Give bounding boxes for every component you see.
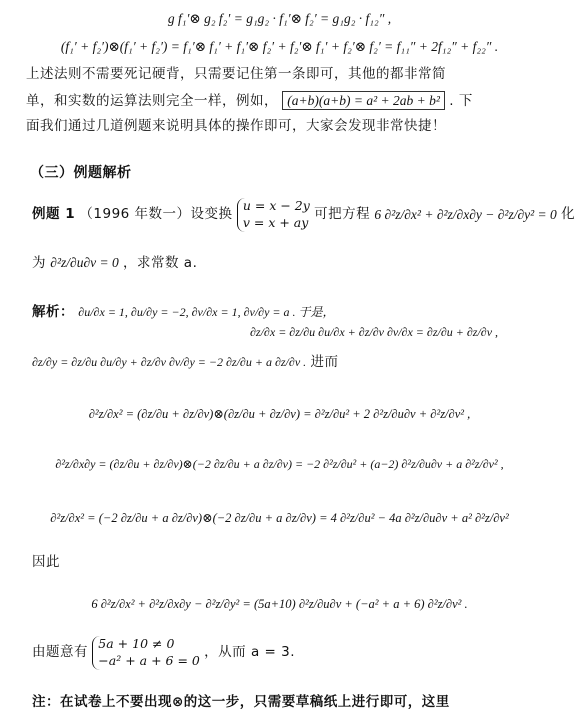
note-line: 注：在试卷上不要出现⊗的这一步，只需要草稿纸上进行即可，这里 <box>32 694 450 710</box>
example-1-statement <box>32 198 575 230</box>
example-1-label: 例题 1 <box>32 206 76 223</box>
condition-line <box>32 636 295 670</box>
chain-rule-y: ∂z/∂y = ∂z/∂u ∂u/∂y + ∂z/∂v ∂v/∂y = −2 ∂z/∂u + a ∂z/∂v . <box>32 355 307 369</box>
condition-post: ，从而 a = 3. <box>204 644 295 661</box>
second-derivative-xy: ∂²z/∂x∂y = (∂z/∂u + ∂z/∂v)⊗(−2 ∂z/∂u + a ∂z/∂v) = −2 ∂²z/∂u² + (a−2) ∂²z/∂u∂v + a ∂²z/∂v² , <box>55 457 504 471</box>
condition-2: −a² + a + 6 = 0 <box>98 652 200 668</box>
paragraph-line-3: 面我们通过几道例题来说明具体的操作即可，大家会发现非常快捷！ <box>26 118 446 134</box>
transformation-v: v = x + ay <box>242 214 309 230</box>
example-identity-formula: (a+b)(a+b) = a² + 2ab + b² <box>282 91 445 110</box>
therefore-label: 因此 <box>32 554 60 570</box>
example-1-end-text: 化 <box>561 206 575 223</box>
paragraph-line-1: 上述法则不需要死记硬背，只需要记住第一条即可，其他的都非常简 <box>26 66 446 82</box>
condition-system <box>92 636 200 670</box>
second-derivative-yy: ∂²z/∂x² = (−2 ∂z/∂u + a ∂z/∂v)⊗(−2 ∂z/∂u + a ∂z/∂v) = 4 ∂²z/∂u² − 4a ∂²z/∂u∂v + a² ∂²z/∂v² <box>50 511 509 525</box>
combined-equation: 6 ∂²z/∂x² + ∂²z/∂x∂y − ∂²z/∂y² = (5a+10) ∂²z/∂u∂v + (−a² + a + 6) ∂²z/∂v² . <box>91 597 468 611</box>
partial-derivatives: ∂u/∂x = 1, ∂u/∂y = −2, ∂v/∂x = 1, ∂v/∂y = a . 于是， <box>78 305 335 319</box>
example-1-mid-text: 可把方程 <box>314 206 371 223</box>
condition-pre: 由题意有 <box>32 644 88 661</box>
condition-1: 5a + 10 ≠ 0 <box>98 636 175 651</box>
target-equation: ∂²z/∂u∂v = 0 <box>50 255 119 270</box>
transformation-u: u = x − 2y <box>242 198 310 213</box>
paragraph-line-2 <box>26 94 473 109</box>
transformation-system <box>237 198 310 232</box>
example-1-line-2-pre: 为 <box>32 255 46 271</box>
example-1-pde: 6 ∂²z/∂x² + ∂²z/∂x∂y − ∂²z/∂y² = 0 <box>374 207 557 223</box>
example-1-source: （1996 年数一）设变换 <box>79 206 233 223</box>
second-derivative-xx: ∂²z/∂x² = (∂z/∂u + ∂z/∂v)⊗(∂z/∂u + ∂z/∂v) = ∂²z/∂u² + 2 ∂²z/∂u∂v + ∂²z/∂v² , <box>88 407 471 421</box>
formula-sum-rule: (f₁′ + f₂′)⊗(f₁′ + f₂′) = f₁′⊗ f₁′ + f₁′⊗ f₂′ + f₂′⊗ f₁′ + f₂′⊗ f₂′ = f₁₁″ + 2f₁₂″ + f₂₂″ . <box>60 39 499 54</box>
section-heading: （三）例题解析 <box>30 165 132 181</box>
solution-line-1 <box>32 306 335 320</box>
paragraph-line-2-end: . 下 <box>449 93 473 109</box>
example-1-line-2 <box>32 256 197 271</box>
solution-label: 解析： <box>32 304 74 320</box>
solution-line-2-post: 进而 <box>310 354 339 370</box>
example-1-line-2-post: ，求常数 a. <box>123 255 198 271</box>
solution-line-2 <box>32 356 338 370</box>
chain-rule-x: ∂z/∂x = ∂z/∂u ∂u/∂x + ∂z/∂v ∂v/∂x = ∂z/∂u + ∂z/∂v , <box>250 325 499 339</box>
paragraph-line-2-text: 单，和实数的运算法则完全一样，例如， <box>26 93 278 109</box>
formula-product-rule: g f₁′⊗ g₂ f₂′ = g₁g₂ · f₁′⊗ f₂′ = g₁g₂ · f₁₂″ , <box>167 11 392 26</box>
